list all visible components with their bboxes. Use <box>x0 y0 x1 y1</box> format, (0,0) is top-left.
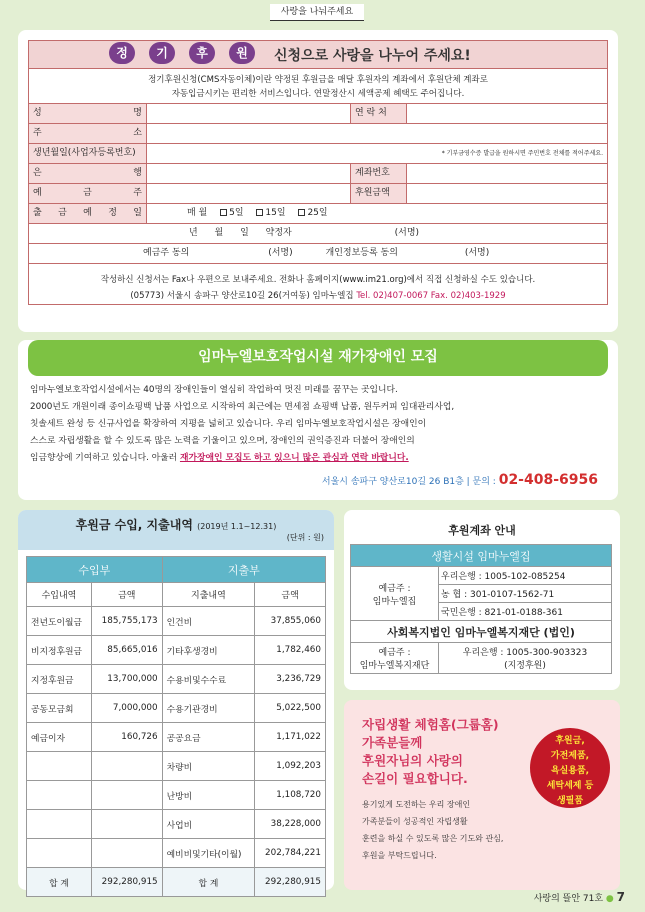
table-cell: 공동모금회 <box>27 694 92 723</box>
address-label: 주 소 <box>29 124 147 143</box>
table-cell: 수용기관경비 <box>162 694 255 723</box>
holder-consent-label: 예금주 동의 <box>143 248 190 258</box>
account-title: 후원계좌 안내 <box>448 524 516 537</box>
contact-label: 연 락 처 <box>351 104 407 123</box>
grouphome-card <box>344 700 620 890</box>
table-cell: 공공요금 <box>162 723 255 752</box>
magazine-label: 사랑의 뜰안 71호 <box>533 894 604 904</box>
amount-label: 후원금액 <box>351 184 407 203</box>
table-cell: 인건비 <box>162 607 255 636</box>
finance-unit: (단위 : 원) <box>286 533 324 542</box>
table-cell: 13,700,000 <box>91 665 162 694</box>
day25-label: 25일 <box>307 208 328 218</box>
col-header: 금액 <box>255 583 326 607</box>
day25-checkbox[interactable] <box>298 209 305 216</box>
contract-label: 년 월 일 약정자 <box>189 228 292 238</box>
table-cell: 차량비 <box>162 752 255 781</box>
table-cell: 37,855,060 <box>255 607 326 636</box>
table-cell: 1,171,022 <box>255 723 326 752</box>
signature-field[interactable]: (서명) <box>394 228 420 238</box>
intro-line: 정기후원신청(CMS자동이체)이란 약정된 후원금을 매달 후원자의 계좌에서 후원단체 계좌로 <box>148 75 488 85</box>
table-cell: 사업비 <box>162 810 255 839</box>
name-row <box>29 104 607 124</box>
footer-note: 작성하신 신청서는 Fax나 우편으로 보내주세요. 전화나 홈페이지(www.im21.org)에서 직접 신청하실 수도 있습니다. <box>100 275 536 285</box>
intro-line: 자동입금시키는 편리한 서비스입니다. 연말정산시 세액공제 혜택도 주어집니다. <box>171 89 465 99</box>
form-intro <box>29 69 607 104</box>
table-cell: 1,108,720 <box>255 781 326 810</box>
table-cell: 난방비 <box>162 781 255 810</box>
privacy-consent-label: 개인정보등록 동의 <box>325 248 398 258</box>
footer-address: (05773) 서울시 송파구 양산로10길 26(거여동) 임마누엘집 <box>130 291 354 301</box>
recruit-contact: 서울시 송파구 양산로10길 26 B1층 | 문의 : 02-408-6956 <box>321 472 598 488</box>
total-row: 합 계 292,280,915 합 계 292,280,915 <box>27 868 326 897</box>
bank-account: 우리은행 : 1005-300-903323 (지정후원) <box>439 643 612 674</box>
holder-signature[interactable]: (서명) <box>268 248 293 258</box>
holder-cell: 예금주 : 임마누엘복지재단 <box>351 643 439 674</box>
section-header: 사랑을 나눠주세요 <box>270 4 364 21</box>
day15-checkbox[interactable] <box>256 209 263 216</box>
table-cell: 3,236,729 <box>255 665 326 694</box>
table-cell: 수용비및수수료 <box>162 665 255 694</box>
account-table <box>350 544 612 674</box>
recruit-line: 임마누엘보호작업시설에서는 40명의 장애인들이 열심히 작업하여 멋진 미래를 꿈꾸는 곳입니다. <box>30 385 398 395</box>
table-cell: 160,726 <box>91 723 162 752</box>
table-row <box>27 839 326 868</box>
table-row <box>27 636 326 665</box>
withdraw-row <box>29 204 607 224</box>
table-cell: 비지정후원금 <box>27 636 92 665</box>
table-cell: 202,784,221 <box>255 839 326 868</box>
table-cell: 1,092,203 <box>255 752 326 781</box>
page-footer: 사랑의 뜰안 71호 ● 7 <box>533 890 625 904</box>
donation-form-card <box>18 30 618 332</box>
table-cell <box>27 752 92 781</box>
title-pill: 정 <box>109 42 135 64</box>
withdraw-label: 출 금 예 정 일 <box>29 204 147 223</box>
finance-period: (2019년 1.1~12.31) <box>197 522 277 531</box>
table-cell: 예금이자 <box>27 723 92 752</box>
table-cell <box>91 839 162 868</box>
col-header: 금액 <box>91 583 162 607</box>
table-row <box>27 810 326 839</box>
birth-label: 생년월일(사업자등록번호) <box>29 144 147 163</box>
recruit-body <box>30 382 608 467</box>
title-pill: 기 <box>149 42 175 64</box>
table-row <box>27 665 326 694</box>
table-row <box>27 607 326 636</box>
table-cell <box>91 810 162 839</box>
recruit-banner: 임마누엘보호작업시설 재가장애인 모집 <box>28 340 608 376</box>
consent-row <box>29 244 607 264</box>
birth-row <box>29 144 607 164</box>
table-cell: 전년도이월금 <box>27 607 92 636</box>
footer-phone: Tel. 02)407-0067 Fax. 02)403-1929 <box>356 291 506 301</box>
finance-card <box>18 510 334 890</box>
amount-field[interactable] <box>407 184 607 203</box>
finance-title: 후원금 수입, 지출내역 <box>75 518 193 532</box>
recruit-line: 스스로 자립생활을 할 수 있도록 많은 노력을 기울이고 있으며, 장애인의 권익증진과 더불어 장애인의 <box>30 436 415 446</box>
form-title-bar <box>29 41 607 69</box>
recruit-highlight: 재가장애인 모집도 하고 있으니 많은 관심과 연락 바랍니다. <box>179 453 409 463</box>
holder-row <box>29 184 607 204</box>
grouphome-heading: 자립생활 체험홈(그룹홈) 가족분들께 후원자님의 사랑의 손길이 필요합니다. <box>362 717 499 786</box>
table-cell: 5,022,500 <box>255 694 326 723</box>
privacy-signature[interactable]: (서명) <box>464 248 490 258</box>
address-row <box>29 124 607 144</box>
bank-account: 농 협 : 301-0107-1562-71 <box>439 585 612 603</box>
title-pill: 후 <box>189 42 215 64</box>
table-cell: 1,782,460 <box>255 636 326 665</box>
income-header: 수입부 <box>27 557 163 583</box>
bank-label: 은 행 <box>29 164 147 183</box>
recruit-phone: 02-408-6956 <box>498 472 598 488</box>
address-field[interactable] <box>147 124 607 143</box>
bank-account: 우리은행 : 1005-102-085254 <box>439 567 612 585</box>
expense-header: 지출부 <box>162 557 325 583</box>
table-row <box>27 694 326 723</box>
table-cell: 기타후생경비 <box>162 636 255 665</box>
contract-row <box>29 224 607 244</box>
table-cell <box>27 810 92 839</box>
donation-form <box>28 40 608 305</box>
table-cell: 7,000,000 <box>91 694 162 723</box>
title-pill: 원 <box>229 42 255 64</box>
account-group: 생활시설 임마누엘집 <box>351 545 612 567</box>
table-cell: 38,228,000 <box>255 810 326 839</box>
table-cell <box>91 752 162 781</box>
bank-field[interactable] <box>147 164 351 183</box>
account-field[interactable] <box>407 164 607 183</box>
recruit-line: 칫솔세트 완성 등 신규사업을 확장하여 지평을 넓히고 있습니다. 우리 임마누엘보호작업시설은 장애인이 <box>30 419 427 429</box>
recruit-line: 2000년도 개원이래 종이쇼핑백 납품 사업으로 시작하여 최근에는 면세점 쇼핑백 납품, 원두커피 임대관리사업, <box>30 402 455 412</box>
col-header: 지출내역 <box>162 583 255 607</box>
finance-title-bar <box>18 510 334 550</box>
name-field[interactable] <box>147 104 351 123</box>
form-title: 신청으로 사랑을 나누어 주세요! <box>274 48 471 64</box>
account-card <box>344 510 620 690</box>
table-row <box>27 781 326 810</box>
account-label: 계좌번호 <box>351 164 407 183</box>
table-cell <box>27 781 92 810</box>
withdraw-options <box>147 204 607 223</box>
table-cell: 185,755,173 <box>91 607 162 636</box>
table-cell: 지정후원금 <box>27 665 92 694</box>
day15-label: 15일 <box>265 208 286 218</box>
recruit-line: 임금향상에 기여하고 있습니다. 아울러 <box>30 453 178 463</box>
form-footer <box>29 264 607 304</box>
table-cell: 85,665,016 <box>91 636 162 665</box>
birth-field[interactable]: * 기부금영수증 발급을 원하시면 주민번호 전체를 적어주세요. <box>441 150 603 157</box>
holder-label: 예 금 주 <box>29 184 147 203</box>
holder-field[interactable] <box>147 184 351 203</box>
monthly-label: 매 월 <box>187 208 208 218</box>
contact-field[interactable] <box>407 104 607 123</box>
table-cell <box>27 839 92 868</box>
holder-cell: 예금주 : 임마누엘집 <box>351 567 439 621</box>
name-label: 성 명 <box>29 104 147 123</box>
needs-badge: 후원금, 가전제품, 욕실용품, 세탁세제 등 생필품 <box>530 728 610 808</box>
day5-label: 5일 <box>229 208 244 218</box>
col-header: 수입내역 <box>27 583 92 607</box>
day5-checkbox[interactable] <box>220 209 227 216</box>
table-row <box>27 723 326 752</box>
table-cell <box>91 781 162 810</box>
grouphome-text: 용기있게 도전하는 우리 장애인 가족분들이 성공적인 자립생활 훈련을 하실 수 있도록 많은 기도와 관심, 후원을 부탁드립니다. <box>362 800 504 860</box>
account-group: 사회복지법인 임마누엘복지재단 (법인) <box>351 621 612 643</box>
table-cell: 예비비및기타(이월) <box>162 839 255 868</box>
page-number: 7 <box>616 890 625 904</box>
finance-table <box>26 556 326 897</box>
bank-row <box>29 164 607 184</box>
bank-account: 국민은행 : 821-01-0188-361 <box>439 603 612 621</box>
table-row <box>27 752 326 781</box>
recruit-card <box>18 340 618 500</box>
